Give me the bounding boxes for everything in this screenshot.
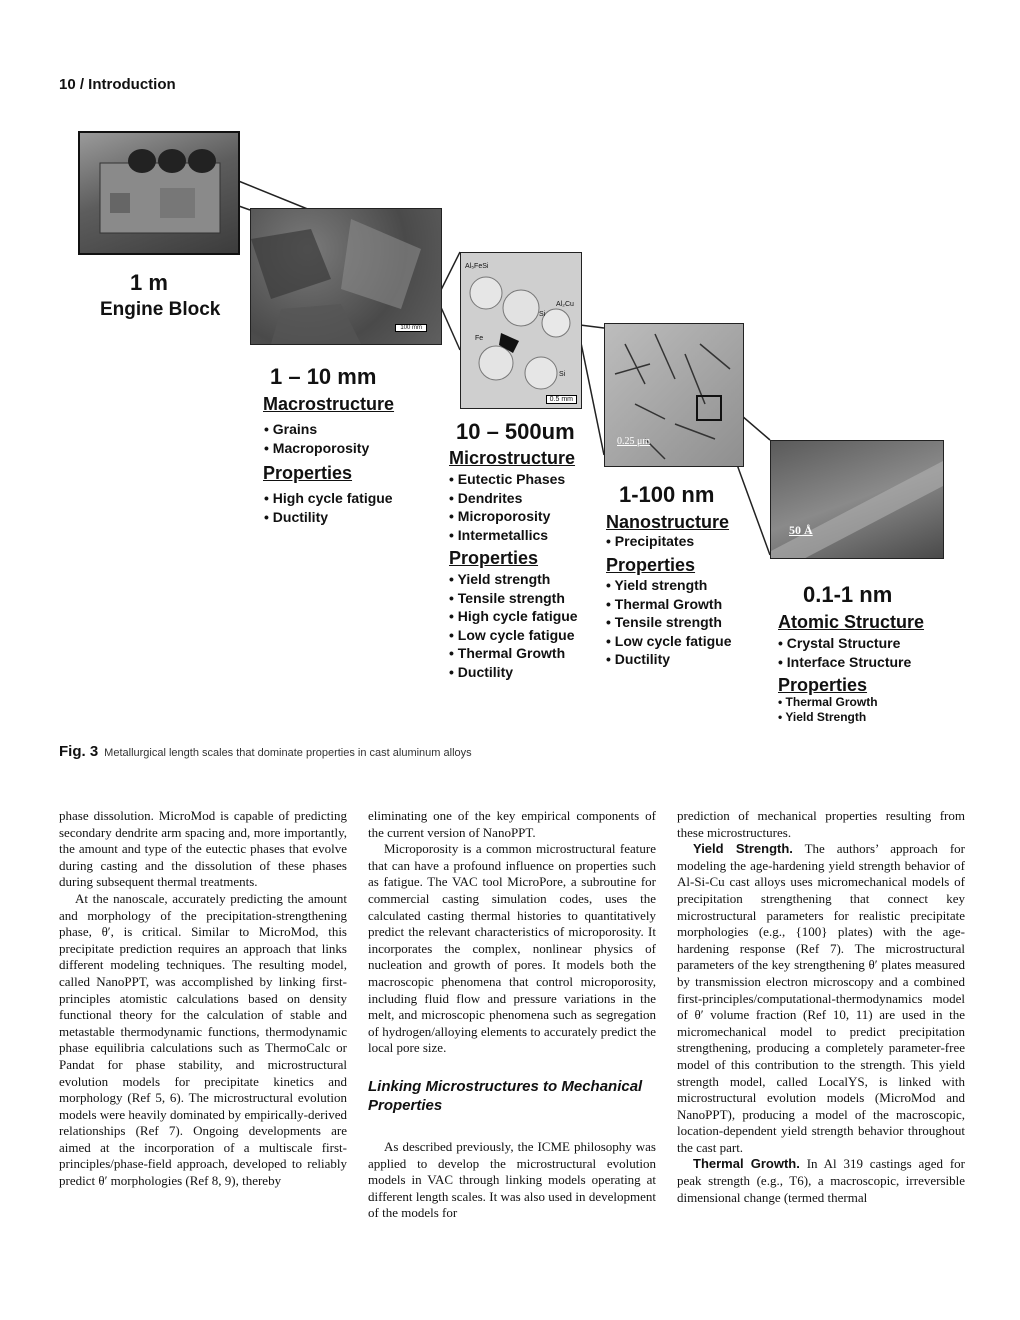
paragraph: phase dissolution. MicroMod is capable of predicting secondary dendrite arm spacing and, more importantly, the amount and type of the eutectic phases that evolve during casting and the dissolution of these phases during subsequent thermal treatments.: [59, 808, 347, 890]
nano-prop: • Low cycle fatigue: [606, 632, 732, 649]
atomic-item: • Interface Structure: [778, 653, 912, 670]
atomic-item: • Crystal Structure: [778, 635, 901, 651]
runin-heading: Yield Strength.: [693, 841, 793, 857]
nano-prop: • Yield strength: [606, 577, 708, 593]
micro-item: • Eutectic Phases: [449, 471, 566, 487]
section-heading: Linking Microstructures to Mechanical Properties: [368, 1077, 643, 1114]
atomic-structure-image: [770, 440, 944, 559]
phase-label: Al₂Cu: [556, 301, 574, 308]
atomic-title: Atomic Structure: [778, 612, 925, 632]
figure-label: Fig. 3: [59, 743, 99, 760]
phase-label: Si: [559, 371, 566, 378]
micro-item: • Microporosity: [449, 508, 551, 525]
figure-caption: [59, 743, 472, 760]
paragraph: Microporosity is a common microstructural feature that can have a profound influence on properties such as fatigue. The VAC tool MicroPore, a subroutine for commercial casting simulation codes, uses the calculated casting thermal histories to quantitatively predict the relevant characteristics of microporosity. It incorporates the complex, nonlinear physics of nucleation and growth of pores. It models both the macroscopic phenomena that control microporosity, including fluid flow and pressure variations in the melt, and microscopic phenomena such as segregation of hydrogen/alloying elements to accurately predict the local pore size.: [368, 841, 656, 1056]
micro-scale: 10 – 500um: [456, 419, 575, 444]
engine-block-drawing: [80, 133, 238, 253]
micro-item: • Intermetallics: [449, 526, 549, 543]
micro-item: • Dendrites: [449, 489, 523, 506]
phase-label: Al₅FeSi: [465, 263, 489, 270]
macro-props: [264, 489, 393, 526]
nano-scale: 1-100 nm: [619, 482, 715, 507]
paragraph: [677, 841, 965, 1156]
nano-title: Nanostructure: [606, 512, 730, 532]
macrostructure-image: [250, 208, 442, 345]
paragraph: At the nanoscale, accurately predicting the amount and morphology of the precipitation-strengthening phase, θ′, is critical. Similar to MicroMod, this precipitate prediction requires an approach that links different modeling techniques. The resulting model, called NanoPPT, was accomplished by linking first-principles atomistic calculations based on density functional theory for the calculation of stable and metastable thermodynamic functions, thermodynamic phase equilibria calculations such as ThermoCalc or Pandat for phase stability, and microstructural evolution models for precipitate kinetics and morphology (Ref 5, 6). The microstructural evolution models were heavily dominated by empirically-derived relationships (Ref 7). Ongoing developments are aimed at the incorporation of a multiscale first-principles/phase-field approach, developed to reliably predict θ′ morphologies (Ref 8, 9), thereby: [59, 890, 347, 1189]
atomic-props: [778, 695, 878, 725]
engine-block-image: [78, 131, 240, 255]
micro-items: [449, 470, 565, 544]
micro-prop: • Thermal Growth: [449, 645, 566, 662]
nanostructure-image: [604, 323, 744, 467]
paragraph-text: In Al 319 castings aged for peak strength (e.g., T6), a macroscopic, irreversible dimensional change (termed thermal: [677, 1156, 965, 1205]
macro-title: Macrostructure: [263, 394, 395, 414]
nano-prop-title: Properties: [606, 555, 696, 575]
engine-name: Engine Block: [100, 299, 221, 320]
paragraph: prediction of mechanical properties resulting from these microstructures.: [677, 808, 965, 840]
micro-props: [449, 570, 578, 682]
nano-props: [606, 576, 732, 669]
text-column-3: [677, 808, 965, 1206]
macro-item: • Grains: [264, 421, 318, 437]
text-column-2: [368, 808, 656, 1222]
atomic-scalebar: 50 Å: [789, 523, 813, 537]
macro-prop: • Ductility: [264, 508, 329, 525]
macro-prop-title: Properties: [263, 463, 353, 483]
micro-prop-title: Properties: [449, 548, 539, 568]
atomic-scale: 0.1-1 nm: [803, 582, 893, 607]
figure-caption-text: Metallurgical length scales that dominate properties in cast aluminum alloys: [104, 747, 472, 759]
micro-prop: • Tensile strength: [449, 589, 565, 606]
paragraph: As described previously, the ICME philosophy was applied to develop the microstructural evolution models in VAC through linking models operating at different length scales. It was also used in development of the models for: [368, 1138, 656, 1221]
atomic-prop-title: Properties: [778, 675, 868, 695]
runin-heading: Thermal Growth.: [693, 1156, 800, 1172]
atomic-prop: • Yield Strength: [778, 710, 867, 724]
nano-prop: • Tensile strength: [606, 614, 722, 631]
phase-label: Fe: [475, 335, 484, 342]
text-column-1: [59, 808, 347, 1190]
microstructure-image: [460, 252, 582, 409]
paragraph: eliminating one of the key empirical components of the current version of NanoPPT.: [368, 808, 656, 840]
micro-title: Microstructure: [449, 448, 576, 468]
micro-prop: • High cycle fatigue: [449, 608, 578, 625]
running-head: 10 / Introduction: [59, 76, 176, 93]
atomic-prop: • Thermal Growth: [778, 695, 878, 709]
micro-prop: • Low cycle fatigue: [449, 626, 575, 643]
atomic-items: [778, 634, 911, 671]
engine-scale: 1 m: [130, 270, 168, 295]
macro-prop: • High cycle fatigue: [264, 490, 393, 506]
macro-scale: 1 – 10 mm: [270, 364, 377, 389]
macro-items: [264, 420, 369, 457]
micro-scalebar: 0.5 mm: [546, 395, 577, 404]
phase-label: Si: [539, 311, 546, 318]
nano-items: [606, 532, 694, 551]
macro-item: • Macroporosity: [264, 439, 370, 456]
paragraph: [677, 1156, 965, 1206]
nano-item: • Precipitates: [606, 533, 695, 549]
paragraph-text: The authors’ approach for modeling the age-hardening yield strength behavior of Al-Si-Cu cast alloys uses micromechanical models of precipitation strengthening that connect key microstructural parameters for realistic precipitate morphologies (e.g., {100} plates) with the age-hardening response (Ref 7). The microstructural parameters of the key strengthening θ′ plates measured by transmission electron microscopy and a combined first-principles/computational-thermodynamics model of θ′ volume fraction (Ref 10, 11) are used in the micromechanical model to predict precipitation strengthening, producing a completely parameter-free model of this contribution to the strength. This yield strength model, called LocalYS, is linked with microstructural evolution models (MicroMod and NanoPPT), producing a model of the macroscopic, location-dependent yield strength behavior throughout the cast part.: [677, 841, 965, 1155]
nano-scalebar: 0.25 μm: [617, 436, 651, 447]
micro-prop: • Ductility: [449, 663, 514, 680]
micro-prop: • Yield strength: [449, 571, 551, 587]
nano-prop: • Thermal Growth: [606, 595, 723, 612]
macro-scalebar: 100 mm: [395, 324, 427, 332]
nano-prop: • Ductility: [606, 651, 671, 668]
